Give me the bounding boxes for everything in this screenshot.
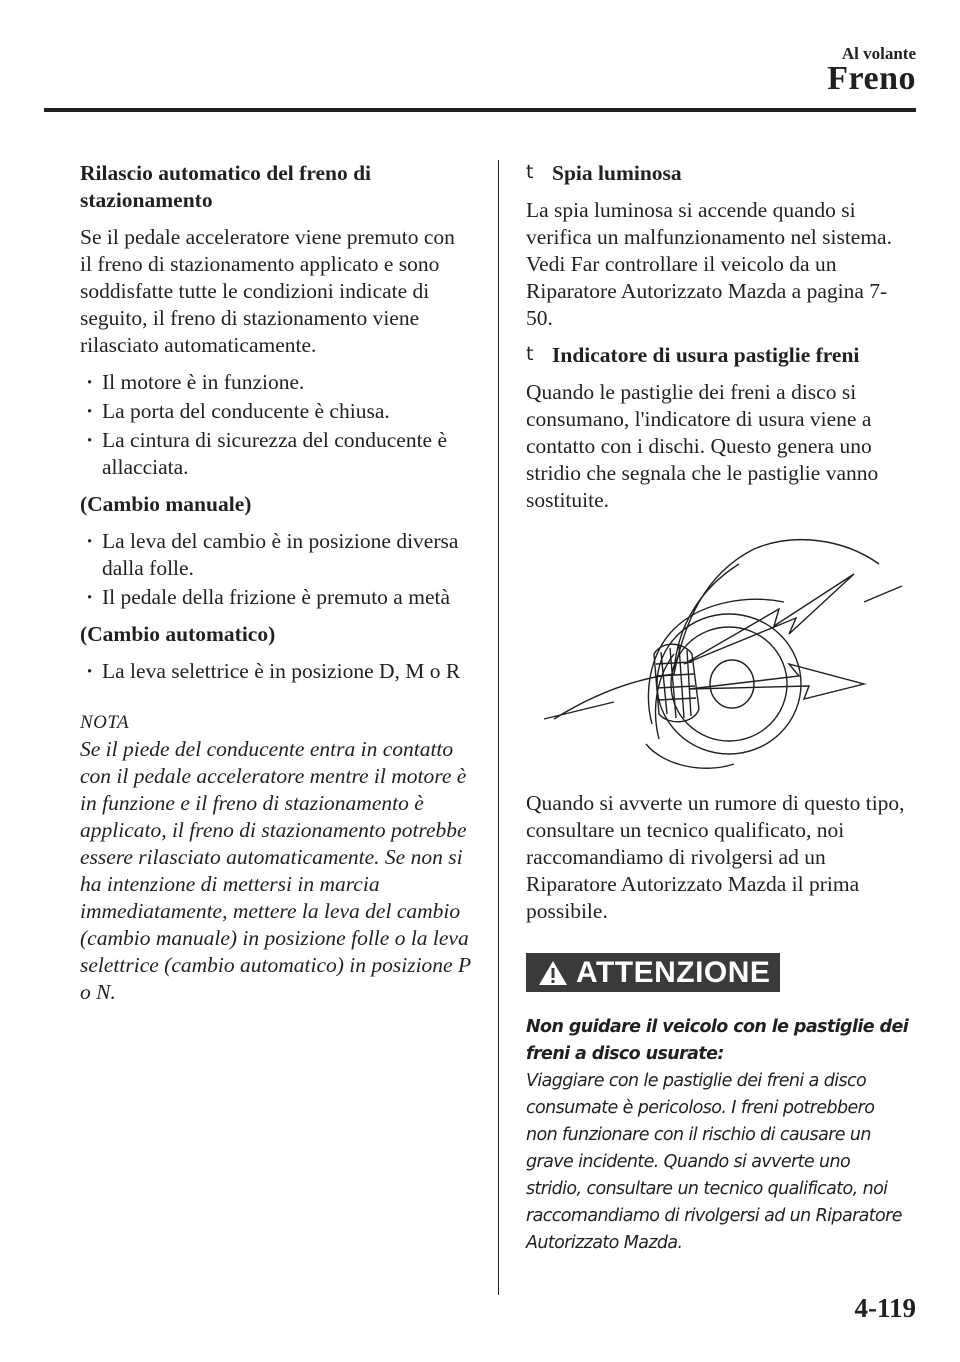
list-item: · Il pedale della frizione è premuto a metà bbox=[80, 584, 472, 611]
auto-release-intro: Se il pedale acceleratore viene premuto con il freno di stazionamento applicato e sono soddisfatte tutte le condizioni indicate di seguito, il freno di stazionamento viene rilasciato automaticamente. bbox=[80, 225, 455, 357]
list-item: · La leva selettrice è in posizione D, M o R bbox=[80, 658, 472, 685]
list-item: · La leva del cambio è in posizione diversa dalla folle. bbox=[80, 528, 472, 582]
conditions-list bbox=[80, 369, 472, 481]
note-text: Se il piede del conducente entra in contatto con il pedale acceleratore mentre il motore è in funzione e il freno di stazionamento è applicato, il freno di stazionamento potrebbe essere rilasciato automaticamente. Se non si ha intenzione di mettersi in marcia immediatamente, mettere la leva del cambio (cambio manuale) in posizione folle o la leva selettrice (cambio automatico) in posizione P o N. bbox=[80, 737, 471, 1004]
right-column bbox=[510, 160, 910, 1257]
caution-body-text: Viaggiare con le pastiglie dei freni a disco consumate è pericoloso. I freni potrebbero non funzionare con il rischio di causare un grave incidente. Quando si avverte uno stridio, consultare un tecnico qualificato, noi raccomandiamo di rivolgersi ad un Riparatore Autorizzato Mazda. bbox=[526, 1071, 902, 1253]
warning-light-title: Spia luminosa bbox=[552, 161, 682, 185]
tyre-bottom-curve bbox=[646, 744, 734, 768]
left-column bbox=[80, 160, 472, 1016]
list-item: · La porta del conducente è chiusa. bbox=[80, 398, 472, 425]
section-title-auto-release: Rilascio automatico del freno di stazionamento bbox=[80, 161, 372, 212]
header-chapter: Al volante bbox=[841, 44, 916, 63]
caution-label: ATTENZIONE bbox=[576, 956, 771, 989]
header-rule bbox=[44, 108, 916, 112]
warning-light-heading bbox=[510, 160, 910, 187]
automatic-conditions-list bbox=[80, 658, 472, 685]
section-marker-icon: t bbox=[526, 161, 534, 183]
header-section-title: Freno bbox=[827, 60, 916, 97]
after-figure-text: Quando si avverte un rumore di questo tipo, consultare un tecnico qualificato, noi raccomandiamo di rivolgersi ad un Riparatore Autorizzato Mazda il prima possibile. bbox=[526, 791, 905, 923]
spark-line bbox=[864, 586, 902, 602]
list-item: · Il motore è in funzione. bbox=[80, 369, 472, 396]
caution-bold-text: Non guidare il veicolo con le pastiglie dei freni a disco usurate: bbox=[526, 1017, 909, 1064]
column-divider bbox=[498, 160, 499, 1295]
wheel-arch bbox=[674, 564, 739, 674]
brake-pad-squeal-illustration bbox=[534, 534, 904, 769]
manual-conditions-list bbox=[80, 528, 472, 611]
warning-light-text: La spia luminosa si accende quando si verifica un malfunzionamento nel sistema. Vedi Far controllare il veicolo da un Riparatore Autorizzato Mazda a pagina 7-50. bbox=[526, 198, 892, 330]
warning-triangle-icon bbox=[538, 960, 568, 986]
caution-text-block bbox=[510, 1014, 910, 1257]
automatic-transmission-label: (Cambio automatico) bbox=[80, 622, 276, 646]
wear-indicator-title: Indicatore di usura pastiglie freni bbox=[552, 343, 860, 367]
section-marker-icon: t bbox=[526, 343, 534, 365]
wear-indicator-heading bbox=[510, 342, 910, 369]
page-number: 4-119 bbox=[854, 1293, 916, 1323]
note-title: NOTA bbox=[80, 712, 130, 733]
caution-badge bbox=[526, 953, 780, 992]
list-item: · La cintura di sicurezza del conducente è allacciata. bbox=[80, 427, 472, 481]
manual-transmission-label: (Cambio manuale) bbox=[80, 492, 252, 516]
wear-indicator-text: Quando le pastiglie dei freni a disco si consumano, l'indicatore di usura viene a contatto con i dischi. Questo genera uno stridio che segnala che le pastiglie vanno sostituite. bbox=[526, 380, 879, 512]
